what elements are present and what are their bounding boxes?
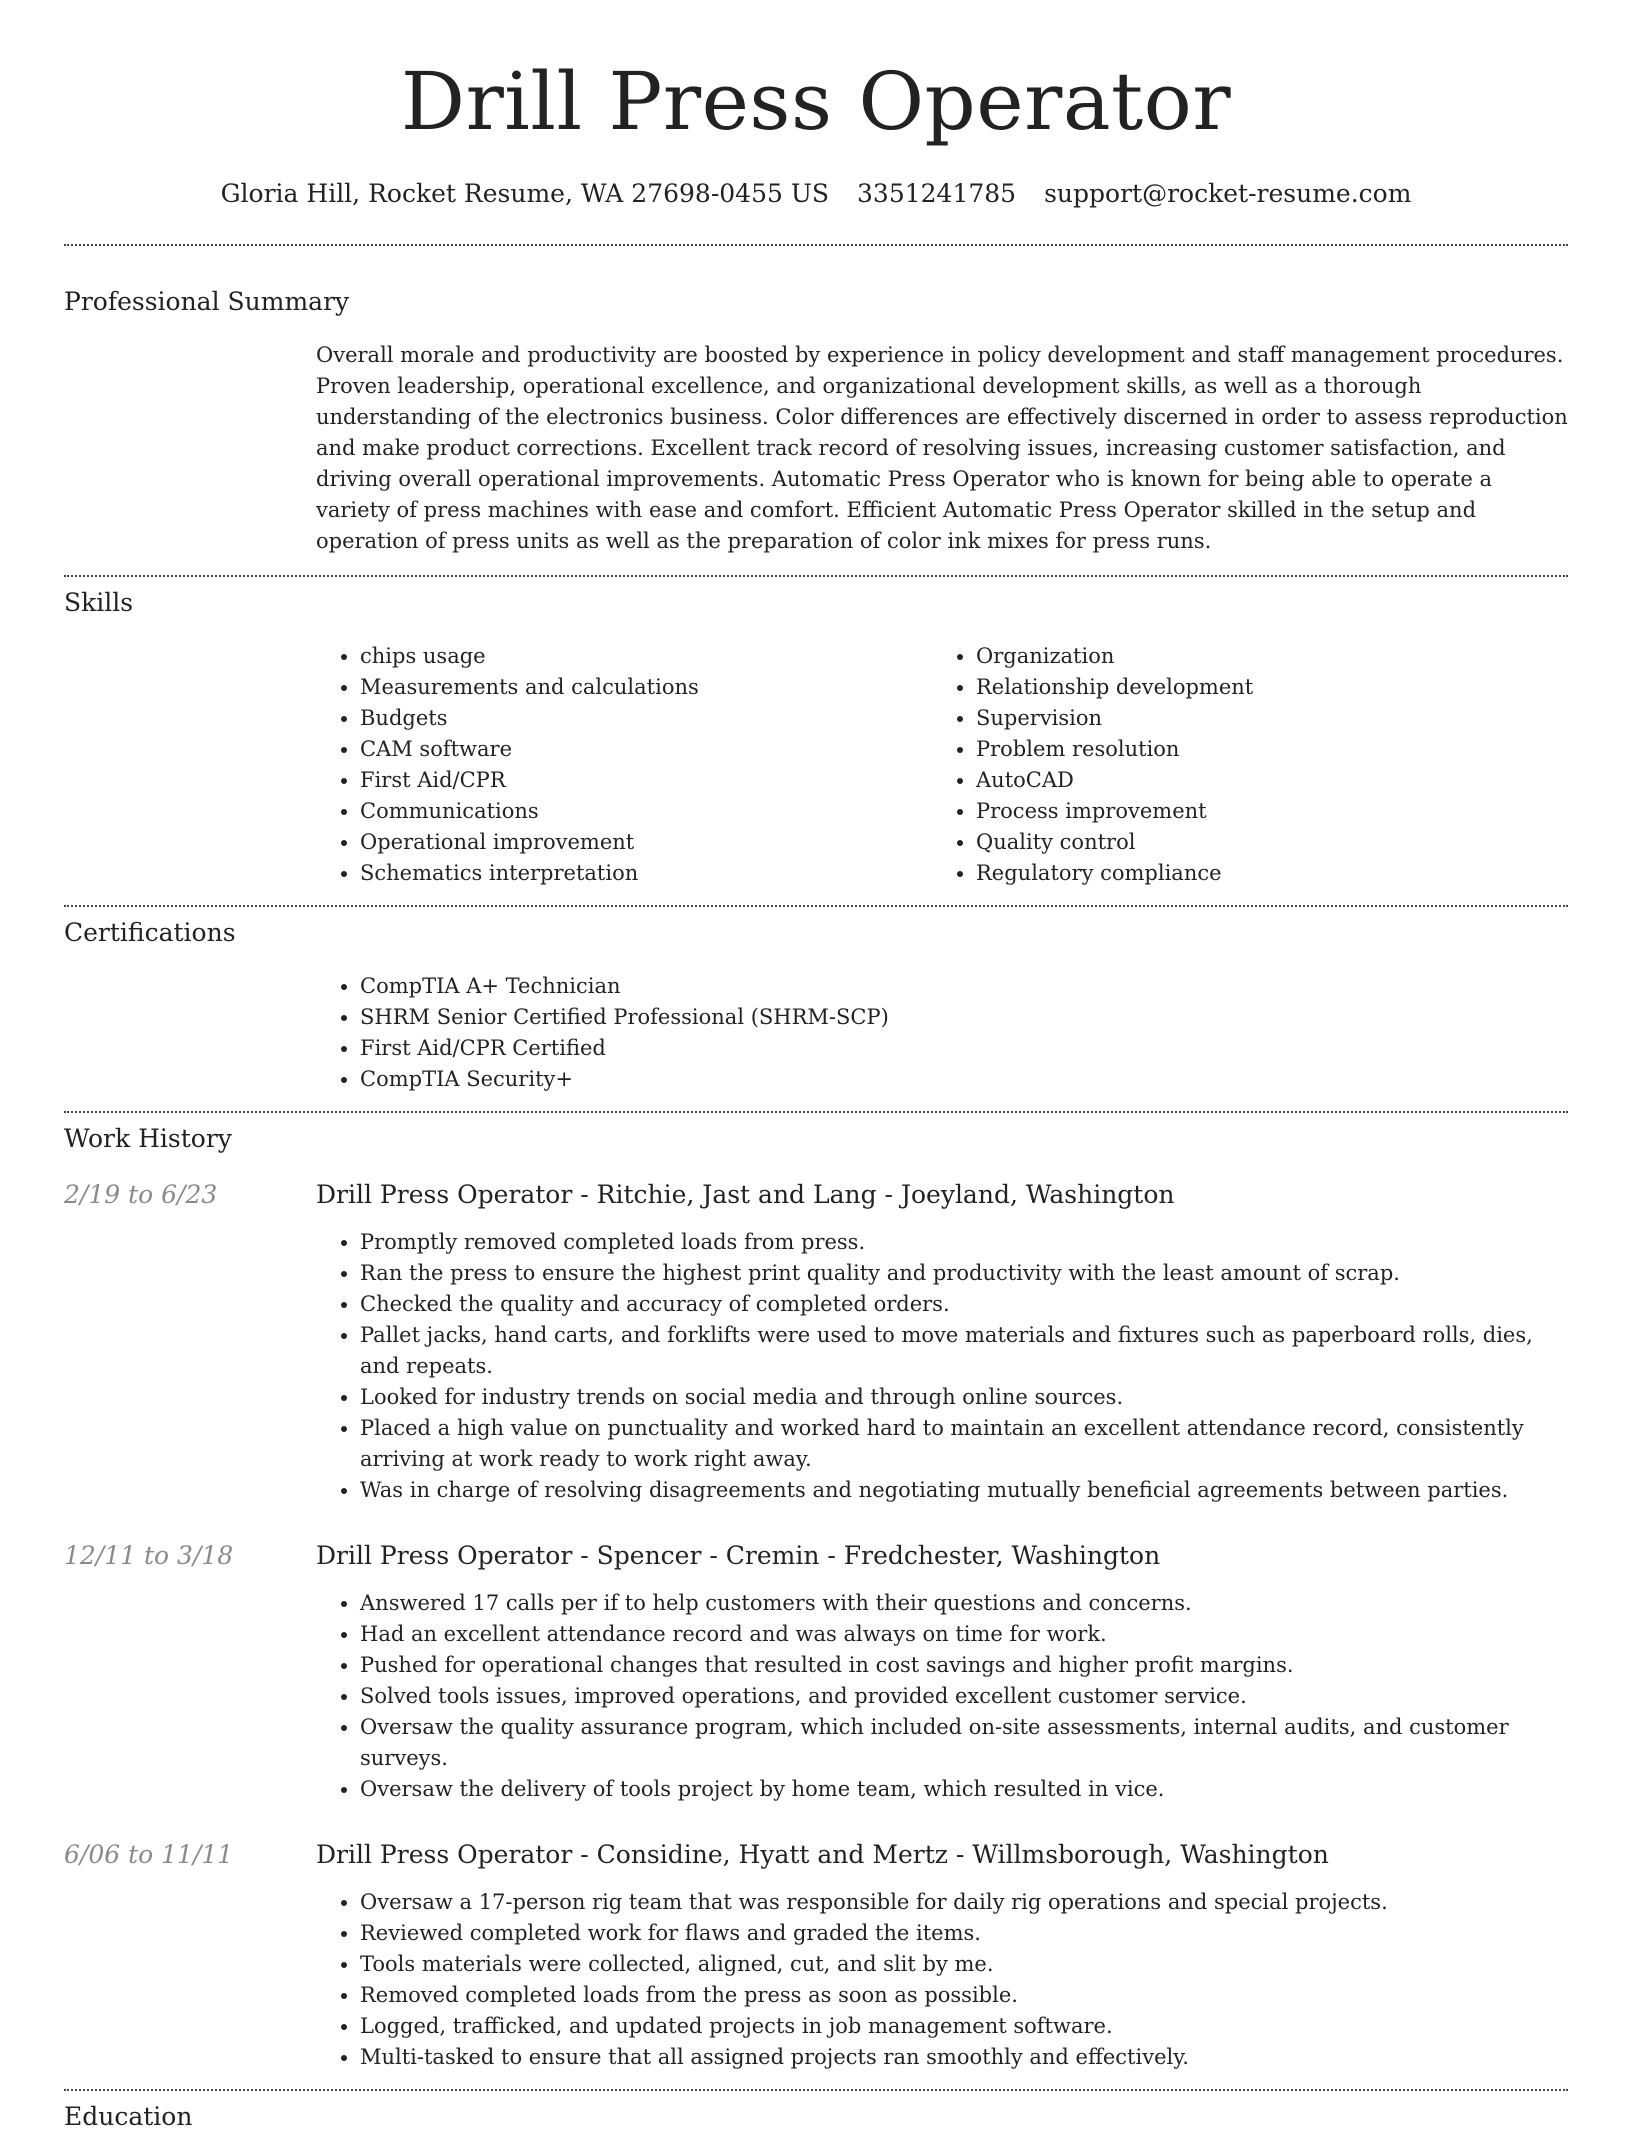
skill-item: • Organization: [976, 641, 1548, 672]
skill-item: • AutoCAD: [976, 765, 1548, 796]
job-title: Drill Press Operator - Considine, Hyatt and Mertz - Willmsborough, Washington: [316, 1840, 1329, 1869]
job-bullet: • Ran the press to ensure the highest print quality and productivity with the least amount of scrap.: [360, 1258, 1568, 1289]
section-divider: [64, 905, 1568, 907]
certification-item: • CompTIA Security+: [360, 1064, 1568, 1095]
job-bullet: • Solved tools issues, improved operations, and provided excellent customer service.: [360, 1681, 1568, 1712]
job-bullet: • Reviewed completed work for flaws and graded the items.: [360, 1918, 1568, 1949]
education-heading: Education: [64, 2102, 193, 2131]
job-bullet: • Multi-tasked to ensure that all assigned projects ran smoothly and effectively.: [360, 2042, 1568, 2073]
skill-item: • Problem resolution: [976, 734, 1548, 765]
skill-item: • Schematics interpretation: [360, 858, 932, 889]
job-details: [316, 1179, 1568, 1506]
job-entry: [64, 1179, 1568, 1506]
certifications-section: [64, 917, 1568, 1095]
job-dates: 12/11 to 3/18: [64, 1541, 234, 1570]
job-entry: [64, 1839, 1568, 2073]
contact-phone: 3351241785: [857, 179, 1017, 208]
skills-list-left: [316, 641, 932, 889]
job-bullet: • Oversaw a 17-person rig team that was responsible for daily rig operations and special projects.: [360, 1887, 1568, 1918]
summary-text: Overall morale and productivity are boosted by experience in policy development and staff management procedures. Proven leadership, operational excellence, and organizational development skills, as well as a thorough understanding of the electronics business. Color differences are effectively discerned in order to assess reproduction and make product corrections. Excellent track record of resolving issues, increasing customer satisfaction, and driving overall operational improvements. Automatic Press Operator who is known for being able to operate a variety of press machines with ease and comfort. Efficient Automatic Press Operator skilled in the setup and operation of press units as well as the preparation of color ink mixes for press runs.: [316, 343, 1568, 553]
skill-item: • Communications: [360, 796, 932, 827]
skill-item: • Regulatory compliance: [976, 858, 1548, 889]
skill-item: • First Aid/CPR: [360, 765, 932, 796]
certifications-heading: Certifications: [64, 918, 236, 947]
summary-body: [316, 340, 1568, 557]
job-bullet: • Oversaw the quality assurance program, which included on-site assessments, internal audits, and customer surveys.: [360, 1712, 1568, 1774]
job-entry: [64, 1540, 1568, 1805]
job-bullet: • Tools materials were collected, aligned, cut, and slit by me.: [360, 1949, 1568, 1980]
skill-item: • Quality control: [976, 827, 1548, 858]
job-bullet: • Oversaw the delivery of tools project by home team, which resulted in vice.: [360, 1774, 1568, 1805]
skills-body: [316, 641, 1568, 889]
skill-item: • chips usage: [360, 641, 932, 672]
summary-heading: Professional Summary: [64, 287, 350, 316]
job-details: [316, 1839, 1568, 2073]
certifications-body: [316, 971, 1568, 1095]
certification-item: • SHRM Senior Certified Professional (SHRM-SCP): [360, 1002, 1568, 1033]
job-bullet: • Answered 17 calls per if to help customers with their questions and concerns.: [360, 1588, 1568, 1619]
skill-item: • Relationship development: [976, 672, 1548, 703]
section-divider: [64, 244, 1568, 246]
job-bullet: • Had an excellent attendance record and was always on time for work.: [360, 1619, 1568, 1650]
job-title: Drill Press Operator - Ritchie, Jast and Lang - Joeyland, Washington: [316, 1180, 1175, 1209]
certification-item: • CompTIA A+ Technician: [360, 971, 1568, 1002]
contact-address: Gloria Hill, Rocket Resume, WA 27698-0455 US: [220, 179, 830, 208]
contact-email: support@rocket-resume.com: [1044, 179, 1412, 208]
section-divider: [64, 575, 1568, 577]
job-bullet-list: [316, 1588, 1568, 1805]
job-bullet-list: [316, 1887, 1568, 2073]
summary-section: [64, 286, 1568, 557]
skill-item: • Process improvement: [976, 796, 1548, 827]
education-section: [64, 2101, 1568, 2133]
skill-item: • Budgets: [360, 703, 932, 734]
job-bullet: • Pushed for operational changes that resulted in cost savings and higher profit margins.: [360, 1650, 1568, 1681]
job-title: Drill Press Operator - Spencer - Cremin - Fredchester, Washington: [316, 1541, 1161, 1570]
job-bullet: • Promptly removed completed loads from press.: [360, 1227, 1568, 1258]
skill-item: • CAM software: [360, 734, 932, 765]
certification-item: • First Aid/CPR Certified: [360, 1033, 1568, 1064]
skill-item: • Operational improvement: [360, 827, 932, 858]
job-dates: 6/06 to 11/11: [64, 1840, 234, 1869]
skill-item: • Measurements and calculations: [360, 672, 932, 703]
job-bullet: • Logged, trafficked, and updated projects in job management software.: [360, 2011, 1568, 2042]
work-history-section: [64, 1123, 1568, 2073]
job-bullet: • Looked for industry trends on social media and through online sources.: [360, 1382, 1568, 1413]
job-bullet: • Checked the quality and accuracy of completed orders.: [360, 1289, 1568, 1320]
job-details: [316, 1540, 1568, 1805]
certifications-list: [316, 971, 1568, 1095]
job-dates: 2/19 to 6/23: [64, 1180, 218, 1209]
job-bullet: • Pallet jacks, hand carts, and forklifts were used to move materials and fixtures such as paperboard rolls, dies, and repeats.: [360, 1320, 1568, 1382]
page-title: Drill Press Operator: [400, 55, 1232, 148]
skills-section: [64, 587, 1568, 889]
job-bullet-list: [316, 1227, 1568, 1506]
jobs-container: [64, 1179, 1568, 2073]
skills-heading: Skills: [64, 588, 134, 617]
job-bullet: • Placed a high value on punctuality and worked hard to maintain an excellent attendance record, consistently arriving at work ready to work right away.: [360, 1413, 1568, 1475]
skill-item: • Supervision: [976, 703, 1548, 734]
section-divider: [64, 2089, 1568, 2091]
job-bullet: • Removed completed loads from the press as soon as possible.: [360, 1980, 1568, 2011]
contact-line: [64, 178, 1568, 210]
skills-list-right: [932, 641, 1548, 889]
section-divider: [64, 1111, 1568, 1113]
work-history-heading: Work History: [64, 1124, 232, 1153]
job-bullet: • Was in charge of resolving disagreements and negotiating mutually beneficial agreements between parties.: [360, 1475, 1568, 1506]
